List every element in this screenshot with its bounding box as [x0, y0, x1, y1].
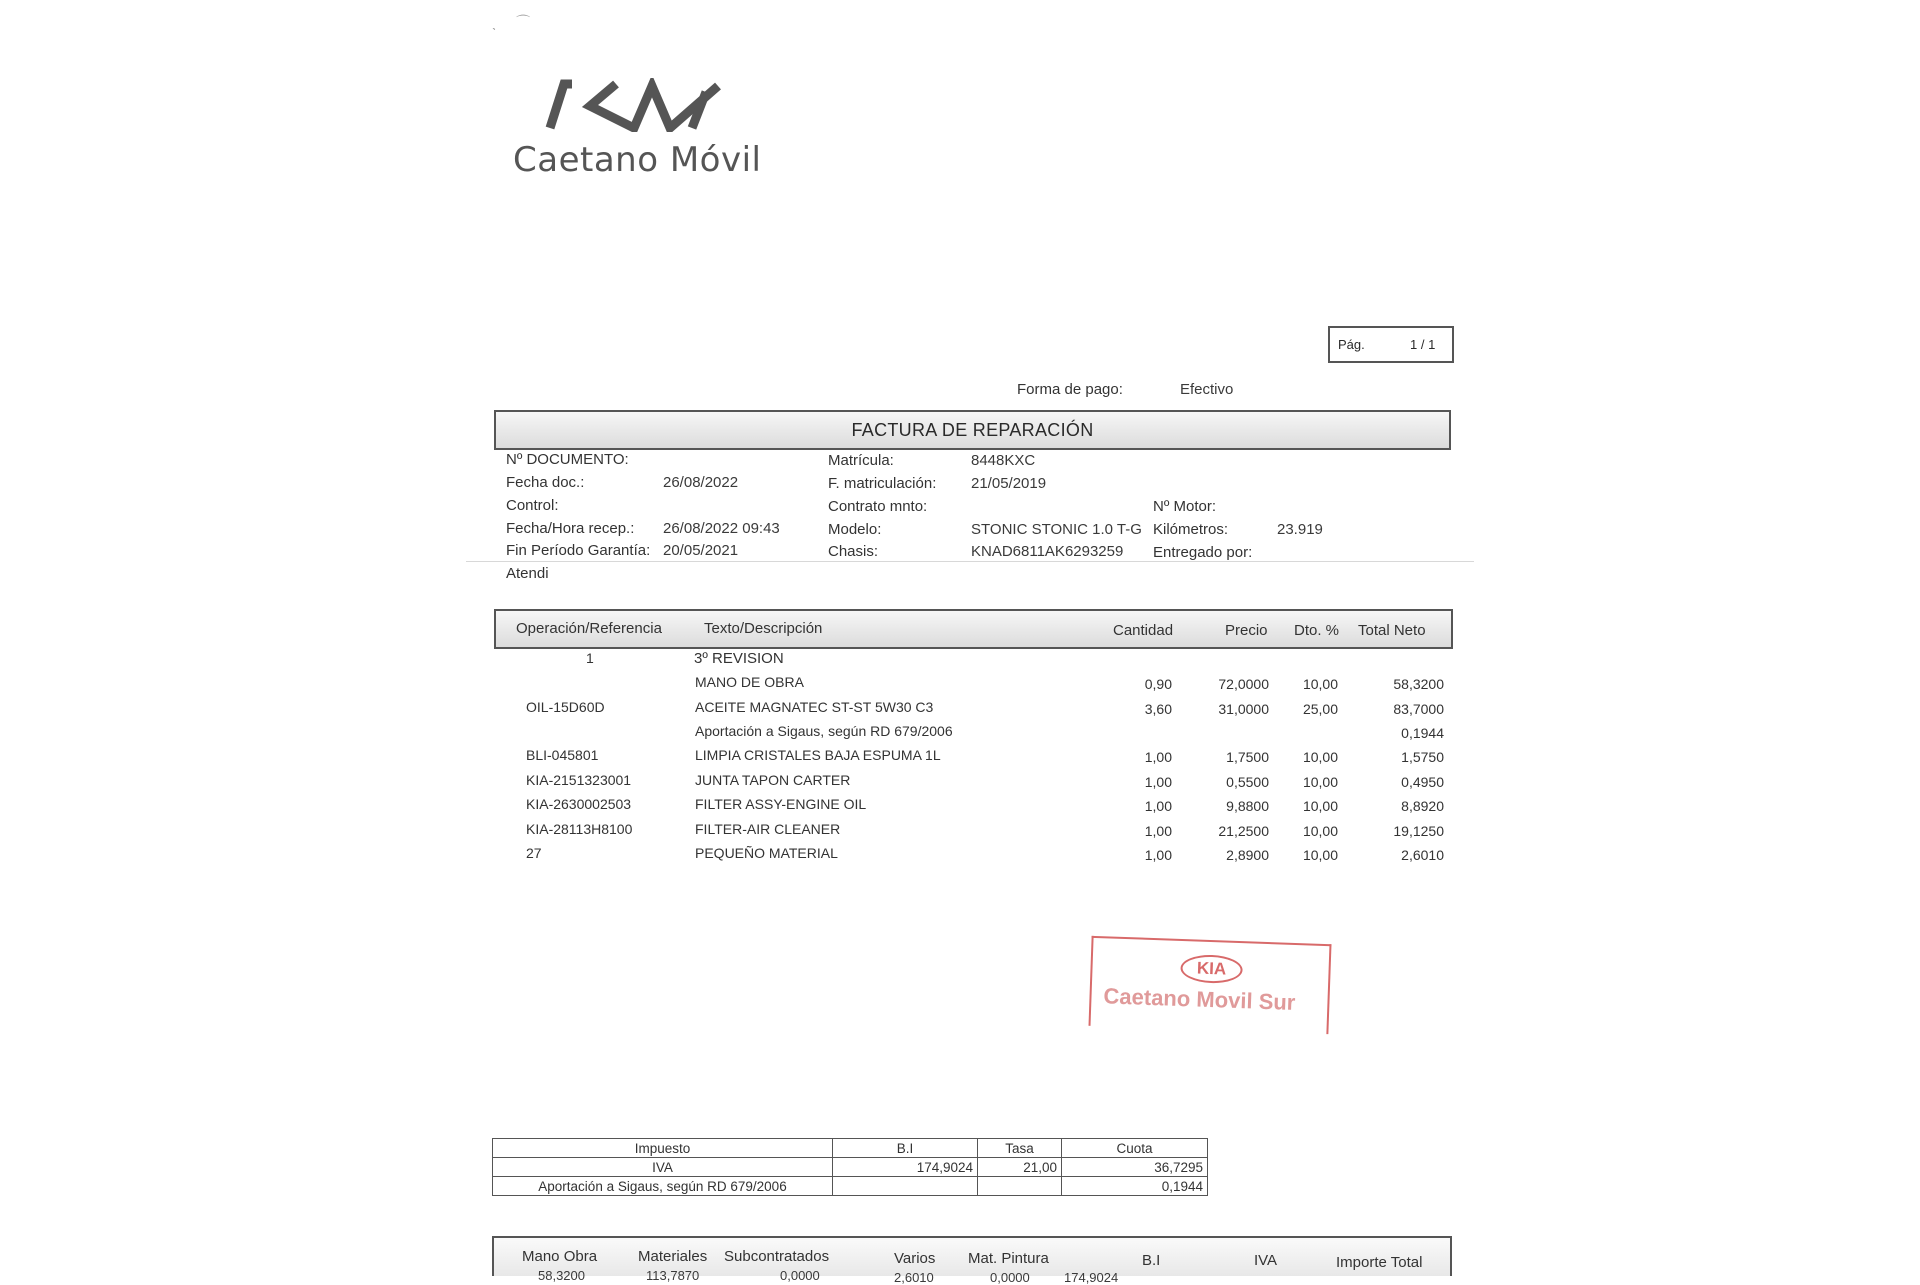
warranty-end-label: Fin Período Garantía: [506, 542, 651, 559]
row-quantity: 1,00 [1144, 798, 1172, 814]
row-description: LIMPIA CRISTALES BAJA ESPUMA 1L [695, 747, 941, 763]
row-total: 2,6010 [1401, 847, 1444, 863]
model-label: Modelo: [828, 521, 882, 538]
row-price: 21,2500 [1218, 823, 1269, 839]
row-total: 19,1250 [1393, 823, 1444, 839]
tax-base: 174,9024 [833, 1158, 978, 1177]
row-price: 31,0000 [1218, 701, 1269, 717]
tax-row [493, 1177, 1208, 1196]
tax-col-bi: B.I [833, 1139, 978, 1158]
row-price: 0,5500 [1226, 774, 1269, 790]
row-price: 2,8900 [1226, 847, 1269, 863]
kilometers-value: 23.919 [1277, 521, 1323, 538]
plate-value: 8448KXC [971, 452, 1036, 469]
totals-col-total: Importe Total [1336, 1254, 1423, 1271]
control-label: Control: [506, 497, 559, 514]
col-discount: Dto. % [1294, 622, 1340, 639]
stamp-text: Caetano Movil Sur [1103, 983, 1296, 1015]
row-discount: 10,00 [1302, 774, 1338, 790]
row-total: 0,1944 [1401, 725, 1444, 741]
row-quantity: 1,00 [1144, 749, 1172, 765]
row-quantity: 1,00 [1144, 774, 1172, 790]
plate-label: Matrícula: [828, 452, 894, 469]
attended-label: Atendi [506, 565, 549, 582]
totals-col-bi: B.I [1142, 1252, 1161, 1269]
reception-value: 26/08/2022 09:43 [663, 520, 780, 537]
row-description: 3º REVISION [694, 650, 784, 667]
dealer-name: Caetano Móvil [513, 140, 762, 180]
doc-date-value: 26/08/2022 [663, 474, 739, 491]
row-reference: OIL-15D60D [526, 699, 605, 715]
totals-col-materials: Materiales [638, 1248, 708, 1265]
row-reference: BLI-045801 [526, 747, 599, 763]
row-discount: 10,00 [1302, 676, 1338, 692]
totals-col-labour: Mano Obra [522, 1248, 598, 1265]
tax-amount: 36,7295 [1062, 1158, 1208, 1177]
row-reference: KIA-2630002503 [526, 796, 632, 812]
delivered-by-label: Entregado por: [1153, 544, 1253, 561]
tax-col-tasa: Tasa [978, 1139, 1062, 1158]
lines-table-header [494, 609, 1453, 649]
totals-labour-value: 58,3200 [538, 1268, 585, 1283]
tax-header-row [493, 1139, 1208, 1158]
totals-materials-value: 113,7870 [646, 1268, 700, 1283]
kia-logo [542, 78, 726, 132]
row-reference: KIA-2151323001 [526, 772, 632, 788]
payment-label: Forma de pago: [1017, 381, 1123, 398]
row-reference: KIA-28113H8100 [526, 821, 633, 837]
row-total: 58,3200 [1393, 676, 1444, 692]
totals-table [492, 1236, 1452, 1285]
row-quantity: 1,00 [1144, 823, 1172, 839]
row-description: PEQUEÑO MATERIAL [695, 845, 838, 861]
tax-col-cuota: Cuota [1062, 1139, 1208, 1158]
col-description: Texto/Descripción [704, 620, 823, 637]
row-quantity: 3,60 [1144, 701, 1172, 717]
tax-amount: 0,1944 [1062, 1177, 1208, 1196]
row-total: 1,5750 [1401, 749, 1444, 765]
row-total: 8,8920 [1401, 798, 1444, 814]
col-total: Total Neto [1358, 622, 1426, 639]
page-number-box [1328, 326, 1454, 363]
totals-col-various: Varios [894, 1250, 936, 1267]
dealer-stamp [1089, 936, 1332, 1034]
row-discount: 10,00 [1302, 749, 1338, 765]
invoice-title: FACTURA DE REPARACIÓN [851, 420, 1094, 440]
registration-date-value: 21/05/2019 [971, 475, 1047, 492]
tax-col-impuesto: Impuesto [493, 1139, 833, 1158]
kilometers-label: Kilómetros: [1153, 521, 1229, 538]
scan-mark: ˎ ⌒ [492, 14, 531, 30]
reception-label: Fecha/Hora recep.: [506, 520, 635, 537]
row-discount: 10,00 [1302, 847, 1338, 863]
col-price: Precio [1225, 622, 1268, 639]
totals-col-subcontracted: Subcontratados [724, 1248, 830, 1265]
totals-various-value: 2,6010 [894, 1270, 934, 1285]
row-reference: 1 [586, 650, 594, 666]
info-divider [466, 561, 1474, 562]
chassis-value: KNAD6811AK6293259 [971, 543, 1124, 560]
invoice-title-bar [494, 410, 1451, 450]
totals-paint-value: 0,0000 [990, 1270, 1030, 1285]
chassis-label: Chasis: [828, 543, 879, 560]
tax-table [492, 1138, 1208, 1196]
row-total: 0,4950 [1401, 774, 1444, 790]
row-quantity: 0,90 [1144, 676, 1172, 692]
payment-value: Efectivo [1180, 381, 1234, 398]
row-description: ACEITE MAGNATEC ST-ST 5W30 C3 [695, 699, 934, 715]
warranty-end-value: 20/05/2021 [663, 542, 739, 559]
doc-date-label: Fecha doc.: [506, 474, 585, 491]
stamp-kia-logo [1180, 954, 1243, 984]
row-quantity: 1,00 [1144, 847, 1172, 863]
stamp-logo-text: KIA [1196, 958, 1227, 979]
page-label: Pág. [1338, 337, 1365, 352]
row-discount: 10,00 [1302, 823, 1338, 839]
totals-bi-value: 174,9024 [1064, 1270, 1119, 1285]
totals-col-paint: Mat. Pintura [968, 1250, 1049, 1267]
engine-number-label: Nº Motor: [1153, 498, 1216, 515]
row-discount: 25,00 [1302, 701, 1338, 717]
row-description: Aportación a Sigaus, según RD 679/2006 [695, 723, 953, 739]
col-reference: Operación/Referencia [516, 620, 662, 637]
totals-col-iva: IVA [1254, 1252, 1278, 1269]
row-price: 9,8800 [1226, 798, 1269, 814]
totals-subcontracted-value: 0,0000 [780, 1268, 820, 1283]
page-value: 1 / 1 [1410, 337, 1436, 352]
row-total: 83,7000 [1393, 701, 1444, 717]
row-price: 72,0000 [1218, 676, 1269, 692]
row-description: FILTER-AIR CLEANER [695, 821, 841, 837]
row-description: MANO DE OBRA [695, 674, 804, 690]
registration-date-label: F. matriculación: [828, 475, 937, 492]
model-value: STONIC STONIC 1.0 T-G [971, 521, 1142, 538]
row-reference: 27 [526, 845, 542, 861]
row-description: FILTER ASSY-ENGINE OIL [695, 796, 867, 812]
tax-rate: 21,00 [978, 1158, 1062, 1177]
col-quantity: Cantidad [1113, 622, 1174, 639]
kia-logo-icon [542, 78, 726, 132]
tax-row [493, 1158, 1208, 1177]
tax-name: Aportación a Sigaus, según RD 679/2006 [493, 1177, 833, 1196]
row-discount: 10,00 [1302, 798, 1338, 814]
tax-base [833, 1177, 978, 1196]
tax-name: IVA [493, 1158, 833, 1177]
tax-rate [978, 1177, 1062, 1196]
row-description: JUNTA TAPON CARTER [695, 772, 851, 788]
row-price: 1,7500 [1226, 749, 1269, 765]
doc-number-label: Nº DOCUMENTO: [506, 451, 629, 468]
maintenance-contract-label: Contrato mnto: [828, 498, 928, 515]
